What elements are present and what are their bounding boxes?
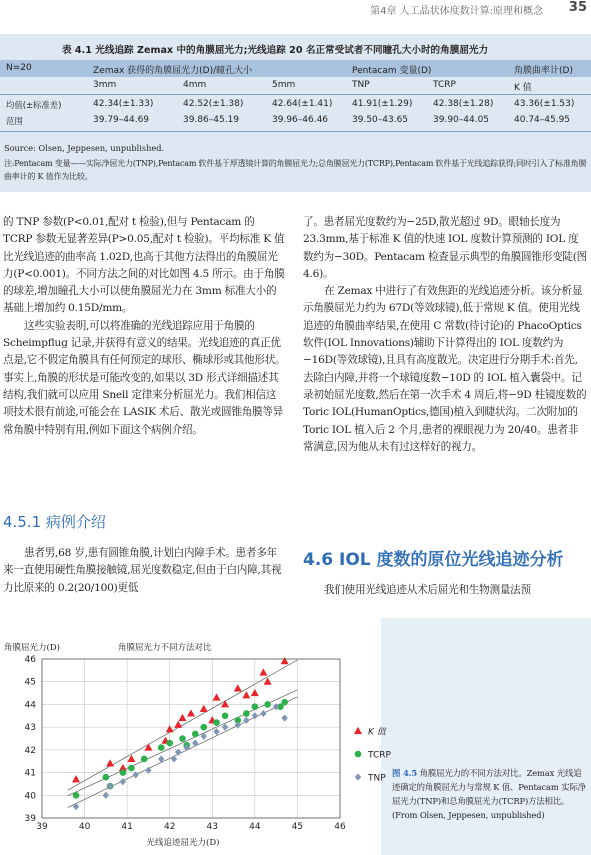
data-point-circle xyxy=(166,740,173,747)
x-tick-label: 42 xyxy=(163,822,176,832)
legend-label: TCRP xyxy=(368,750,391,761)
right-column xyxy=(303,214,588,456)
right-column-4-6 xyxy=(303,582,588,599)
x-tick-label: 43 xyxy=(206,822,219,832)
chart-legend xyxy=(354,727,392,784)
y-axis-label: 角膜屈光力(D) xyxy=(4,643,60,653)
data-point-circle xyxy=(158,744,165,751)
data-point-triangle xyxy=(187,709,195,716)
trendline-triangle xyxy=(68,660,298,790)
header-zemax: Zemax 获得的角膜屈光力(D)/瞳孔大小 xyxy=(93,66,253,76)
chart-trendlines xyxy=(68,660,298,808)
data-point-triangle xyxy=(234,684,242,691)
data-point-triangle xyxy=(213,693,221,700)
figure-4-5 xyxy=(0,618,591,855)
table-cell: 42.64(±1.41) xyxy=(272,99,333,109)
table-caption: 表 4.1 光线追踪 Zemax 中的角膜屈光力;光线追踪 20 名正常受试者不同瞳孔大小时的角膜屈光力 xyxy=(62,45,489,56)
data-point-circle xyxy=(281,699,288,706)
data-point-triangle xyxy=(178,714,186,721)
data-point-diamond xyxy=(192,739,198,746)
y-tick-label: 39 xyxy=(24,814,36,824)
data-point-diamond xyxy=(103,792,109,799)
table-4-1 xyxy=(0,34,591,192)
x-axis-label: 光线追迹屈光力(D) xyxy=(146,838,220,848)
x-tick-label: 45 xyxy=(291,822,304,832)
section-heading-4-5-1: 4.5.1 病例介绍 xyxy=(3,513,106,531)
x-tick-label: 40 xyxy=(78,822,91,832)
chart-markers xyxy=(72,657,289,810)
x-tick-label: 41 xyxy=(121,822,133,832)
data-point-circle xyxy=(179,735,186,742)
header-tcrp: TCRP xyxy=(433,80,456,90)
paragraph: 在 Zemax 中进行了有效焦距的光线追迹分析。该分析显示角膜屈光力约为 67D(等效球镜),低于常规 K 值。使用光线追迹的角膜曲率结果,在使用 C 常数(待讨论)的 PhacoOptics 软件(IOL Innovations)辅助下计算得出的 IOL 度数约为−16D(等效球镜),且具有高度散光。决定进行分期手术:首先,去除白内障,并将一个球镜度数−10D 的 IOL 植入囊袋中。记录初始屈光度数,然后在第一次手术 4 周后,将−9D 柱镜度数的 Toric IOL(HumanOptics,德国)植入到睫状沟。二次附加的 Toric IOL 植入后 2 个月,患者的裸眼视力为 20/40。患者非常满意,因为他从未有过这样好的视力。 xyxy=(303,285,587,453)
table-header-row-2 xyxy=(0,77,591,94)
data-point-circle xyxy=(200,724,207,731)
header-pentacam: Pentacam 变量(D) xyxy=(352,66,432,76)
y-tick-label: 41 xyxy=(24,768,36,779)
data-point-circle xyxy=(73,792,80,799)
data-point-triangle xyxy=(174,721,182,728)
chart-axes xyxy=(4,642,346,848)
header-kvalue: K 值 xyxy=(514,83,532,93)
data-point-triangle xyxy=(72,775,80,782)
data-point-diamond xyxy=(213,728,219,735)
table-cell: 39.79–44.69 xyxy=(93,115,150,125)
data-point-circle xyxy=(264,701,271,708)
header-5mm: 5mm xyxy=(272,80,296,90)
chapter-title: 第4章 人工晶状体度数计算:原理和概念 xyxy=(370,6,543,17)
data-point-circle xyxy=(103,774,110,781)
x-tick-label: 39 xyxy=(36,822,48,832)
plot-frame xyxy=(42,659,340,818)
data-point-circle xyxy=(222,712,229,719)
table-cell: 42.38(±1.28) xyxy=(433,99,494,109)
data-point-triangle xyxy=(166,725,174,732)
legend-marker-diamond xyxy=(355,773,361,780)
data-point-circle xyxy=(120,769,127,776)
y-tick-label: 46 xyxy=(24,655,36,665)
chart-title: 角膜屈光力不同方法对比 xyxy=(118,643,212,653)
y-tick-label: 43 xyxy=(24,723,36,734)
data-point-diamond xyxy=(171,755,177,762)
table-cell: 39.96–46.46 xyxy=(272,115,329,125)
table-row xyxy=(0,97,591,112)
data-point-triangle xyxy=(251,689,259,696)
data-point-triangle xyxy=(242,691,250,698)
data-point-circle xyxy=(141,756,148,763)
header-tnp: TNP xyxy=(352,80,370,90)
data-point-diamond xyxy=(281,714,287,721)
table-rule xyxy=(0,131,591,132)
x-tick-label: 44 xyxy=(249,822,261,832)
paragraph: 我们使用光线追迹从术后屈光和生物测量法预 xyxy=(324,584,531,596)
y-tick-label: 40 xyxy=(24,791,36,802)
trendline-circle xyxy=(68,690,298,796)
y-tick-label: 45 xyxy=(24,677,36,688)
paragraph: 了。患者屈光度数约为−25D,散光超过 9D。眼轴长度为 23.3mm,基于标准 K 值的快速 IOL 度数计算预测的 IOL 度数约为−30D。Pentacam 检查显示典型的角膜圆锥形变陡(图 4.6)。 xyxy=(303,216,587,280)
paragraph: 这些实验表明,可以将准确的光线追踪应用于角膜的 Scheimpflug 记录,并获得有意义的结果。光线追迹的真正优点是,它不假定角膜具有任何预定的球形、椭球形或其他形状。事实上,角膜的形状是可能改变的,如果以 3D 形式详细描述其结构,我们就可以应用 Snell 定律来分析屈光力。我们相信这项技术很有前途,可能会在 LASIK 术后、散光或圆锥角膜等异常角膜中特别有用,例如下面这个病例介绍。 xyxy=(3,319,286,436)
legend-label: TNP xyxy=(368,773,386,784)
header-n: N=20 xyxy=(6,63,32,73)
legend-marker-triangle xyxy=(354,727,362,734)
table-header-row-1 xyxy=(0,60,591,77)
data-point-triangle xyxy=(144,743,152,750)
data-point-triangle xyxy=(200,705,208,712)
row-label: 范围 xyxy=(6,116,23,126)
table-cell: 42.52(±1.38) xyxy=(183,99,244,109)
running-head xyxy=(0,0,591,18)
data-point-circle xyxy=(128,765,135,772)
page-number: 35 xyxy=(568,0,587,15)
chart-grid xyxy=(42,659,340,818)
data-point-diamond xyxy=(73,803,79,810)
left-column-case xyxy=(3,545,286,597)
figure-caption-text: 角膜屈光力的不同方法对比。Zemax 光线追迹确定的角膜屈光力与常规 K 值、Pentacam 实际净屈光力(TNP)和总角膜屈光力(TCRP)方法相比。(From Olsen, Jeppesen, unpublished) xyxy=(392,768,586,820)
data-point-diamond xyxy=(107,783,113,790)
section-heading-4-6: 4.6 IOL 度数的原位光线追迹分析 xyxy=(303,550,564,570)
row-label: 均值(±标准差) xyxy=(6,100,62,110)
data-point-circle xyxy=(243,710,250,717)
figure-caption xyxy=(392,766,587,822)
data-point-circle xyxy=(252,703,259,710)
data-point-diamond xyxy=(260,710,266,717)
data-point-circle xyxy=(192,731,199,738)
header-keratometer: 角膜曲率计(D) xyxy=(514,66,573,76)
header-3mm: 3mm xyxy=(93,80,117,90)
data-point-triangle xyxy=(281,657,289,664)
data-point-triangle xyxy=(221,700,229,707)
data-point-circle xyxy=(213,719,220,726)
y-tick-label: 44 xyxy=(24,700,36,711)
table-rule xyxy=(0,94,591,95)
legend-label: K 值 xyxy=(368,727,386,738)
left-column xyxy=(3,214,286,439)
table-cell: 39.86–45.19 xyxy=(183,115,240,125)
data-point-triangle xyxy=(259,668,267,675)
paragraph: 的 TNP 参数(P<0.01,配对 t 检验),但与 Pentacam 的 TCRP 参数无显著差异(P>0.05,配对 t 检验)。平均标准 K 值比光线追迹的曲率高 1.02D,也高于其他方法得出的角膜屈光力(P<0.001)。不同方法之间的对比如图 4.5 所示。由于角膜的球差,增加瞳孔大小可以使角膜屈光力在 3mm 标准大小的基础上增加约 0.15D/mm。 xyxy=(3,216,285,315)
header-4mm: 4mm xyxy=(183,80,207,90)
table-cell: 43.36(±1.53) xyxy=(514,99,575,109)
legend-marker-circle xyxy=(355,751,362,758)
x-tick-label: 46 xyxy=(334,822,346,832)
table-cell: 41.91(±1.29) xyxy=(352,99,413,109)
table-cell: 42.34(±1.33) xyxy=(93,99,154,109)
figure-number: 图 4.5 xyxy=(392,768,418,778)
table-source: Source: Olsen, Jeppesen, unpublished. xyxy=(4,143,165,153)
data-point-diamond xyxy=(222,724,228,731)
table-cell: 40.74–45.95 xyxy=(514,115,571,125)
paragraph: 患者男,68 岁,患有圆锥角膜,计划白内障手术。患者多年来一直使用硬性角膜接触镜,屈光度数稳定,但由于白内障,其视力比原来的 0.2(20/100)更低 xyxy=(3,547,282,594)
table-cell: 39.90–44.05 xyxy=(433,115,490,125)
y-tick-label: 42 xyxy=(24,745,36,756)
table-note: 注:Pentacam 变量——实际净屈光力(TNP),Pentacam 软件基于厚透镜计算的角膜屈光力;总角膜屈光力(TCRP),Pentacam 软件基于光线追踪获得;同时引入了标准角膜曲率计的 K 值作为比较。 xyxy=(4,159,587,181)
data-point-diamond xyxy=(120,778,126,785)
data-point-triangle xyxy=(106,759,114,766)
table-cell: 39.50–43.65 xyxy=(352,115,409,125)
scatter-chart xyxy=(0,618,391,855)
table-row xyxy=(0,113,591,128)
